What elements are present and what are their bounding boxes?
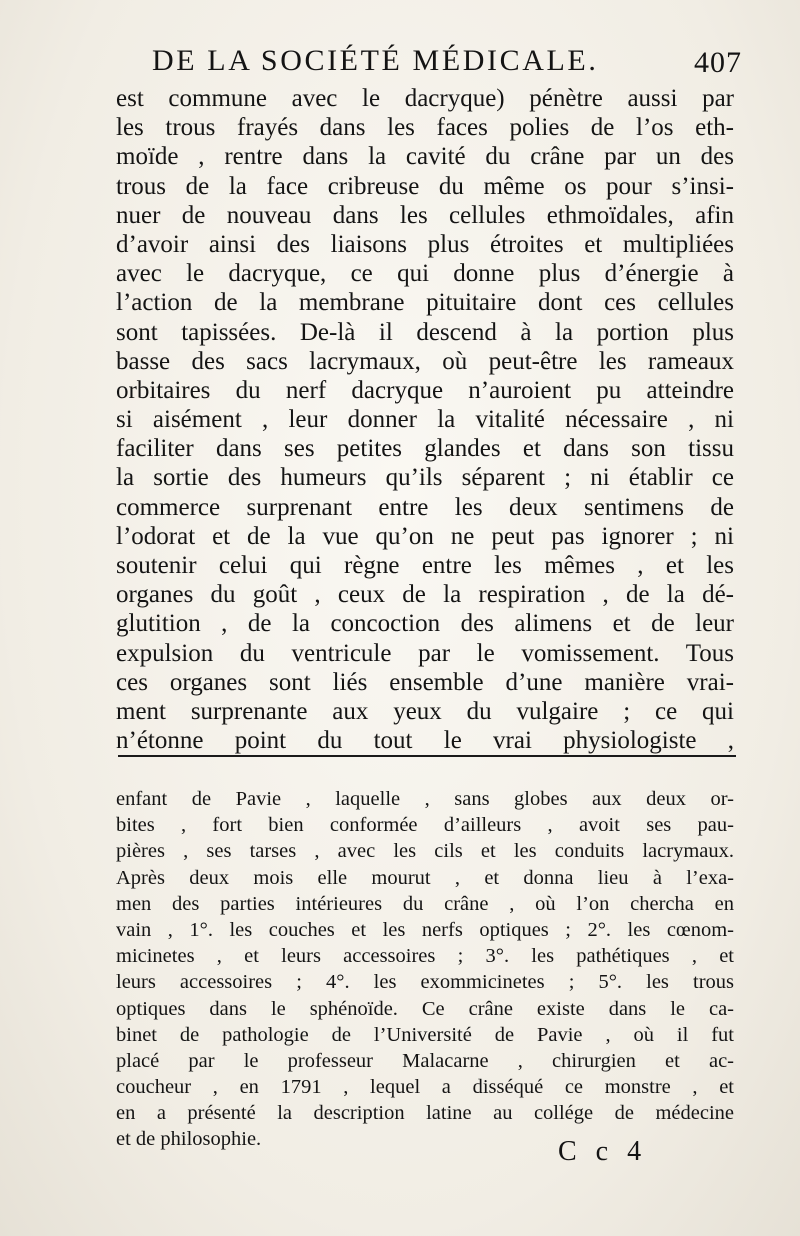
text-line: orbitaires du nerf dacryque n’auroient pu atteindre [116, 376, 734, 404]
footnote-line: men des parties intérieures du crâne , où l’on chercha en [116, 892, 734, 915]
footnote-line: pières , ses tarses , avec les cils et les conduits lacrymaux. [116, 840, 734, 863]
text-line: l’odorat et de la vue qu’on ne peut pas ignorer ; ni [116, 522, 734, 550]
footnote-line: placé par le professeur Malacarne , chirurgien et ac- [116, 1049, 734, 1072]
text-line: les trous frayés dans les faces polies de l’os eth- [116, 114, 734, 142]
footnote-line: coucheur , en 1791 , lequel a disséqué ce monstre , et [116, 1076, 734, 1099]
main-text [116, 84, 734, 755]
text-line: soutenir celui qui règne entre les mêmes , et les [116, 552, 734, 579]
running-title: DE LA SOCIÉTÉ MÉDICALE. [152, 44, 599, 77]
text-line: commerce surprenant entre les deux sentimens de [116, 493, 734, 521]
text-line: trous de la face cribreuse du même os pour s’insi- [116, 172, 734, 200]
text-line: moïde , rentre dans la cavité du crâne par un des [116, 143, 734, 171]
footnote-text [116, 786, 734, 1153]
text-line: organes du goût , ceux de la respiration , de la dé- [116, 581, 734, 609]
page-number: 407 [694, 46, 742, 79]
footnote-line: bites , fort bien conformée d’ailleurs , avoit ses pau- [116, 814, 734, 837]
footnote-line: vain , 1°. les couches et les nerfs optiques ; 2°. les cœnom- [116, 918, 734, 941]
footnote-line: Après deux mois elle mourut , et donna lieu à l’exa- [116, 866, 734, 889]
text-line: sont tapissées. De-là il descend à la portion plus [116, 318, 734, 346]
text-line: basse des sacs lacrymaux, où peut-être les rameaux [116, 347, 734, 375]
footnote-rule [118, 755, 736, 757]
footnote-line: et de philosophie. [116, 1128, 262, 1151]
footnote-line: micinetes , et leurs accessoires ; 3°. les pathétiques , et [116, 945, 734, 968]
text-line: ment surprenante aux yeux du vulgaire ; ce qui [116, 697, 734, 725]
text-line: faciliter dans ses petites glandes et dans son tissu [116, 435, 734, 463]
footnote-line: en a présenté la description latine au collége de médecine [116, 1102, 734, 1125]
text-line: est commune avec le dacryque) pénètre aussi par [116, 85, 734, 112]
text-line: si aisément , leur donner la vitalité nécessaire , ni [116, 406, 734, 434]
text-line: n’étonne point du tout le vrai physiologiste , [116, 727, 734, 755]
text-line: avec le dacryque, ce qui donne plus d’énergie à [116, 260, 734, 288]
text-line: expulsion du ventricule par le vomissement. Tous [116, 639, 734, 667]
signature-mark: C c 4 [558, 1136, 648, 1167]
footnote-line: leurs accessoires ; 4°. les exommicinetes ; 5°. les trous [116, 971, 734, 994]
footnote-line: enfant de Pavie , laquelle , sans globes aux deux or- [116, 788, 734, 810]
footnote-line: optiques dans le sphénoïde. Ce crâne existe dans le ca- [116, 997, 734, 1020]
text-line: ces organes sont liés ensemble d’une manière vrai- [116, 668, 734, 696]
footnote-line: binet de pathologie de l’Université de Pavie , où il fut [116, 1023, 734, 1046]
text-line: d’avoir ainsi des liaisons plus étroites et multipliées [116, 230, 734, 258]
text-line: nuer de nouveau dans les cellules ethmoïdales, afin [116, 201, 734, 229]
text-line: glutition , de la concoction des alimens et de leur [116, 610, 734, 638]
text-line: l’action de la membrane pituitaire dont ces cellules [116, 289, 734, 317]
text-line: la sortie des humeurs qu’ils séparent ; ni établir ce [116, 464, 734, 492]
running-header [152, 44, 742, 84]
